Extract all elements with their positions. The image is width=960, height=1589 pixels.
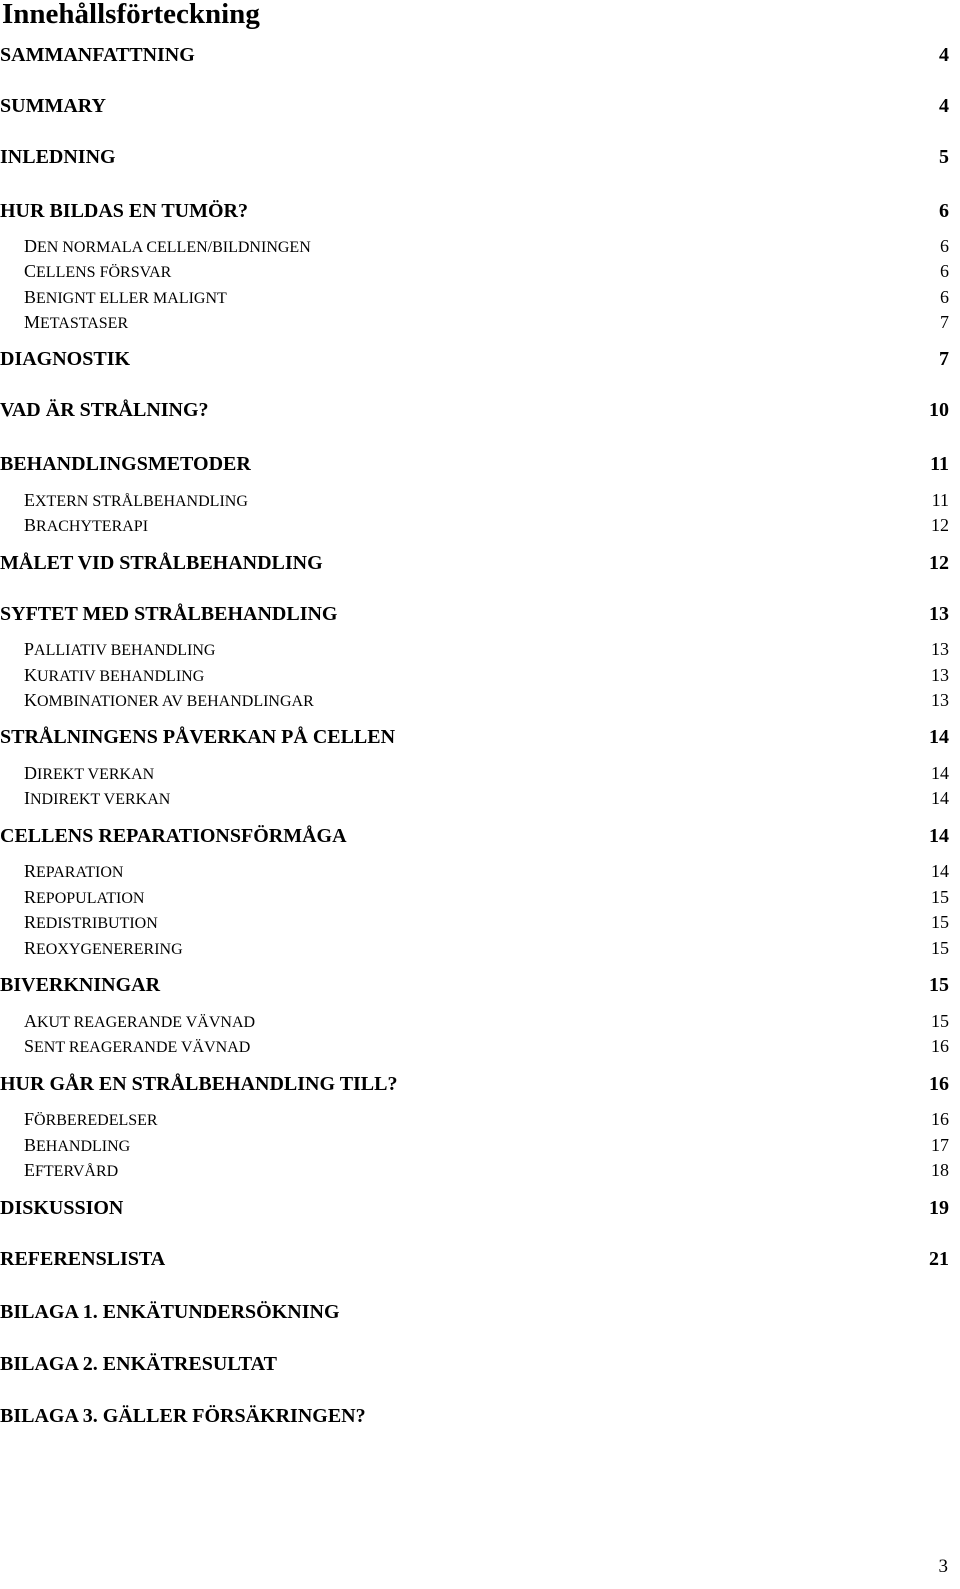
toc-entry-label-initial: P [24,639,35,659]
toc-entry-label[interactable]: BILAGA 3. GÄLLER FÖRSÄKRINGEN? [0,1405,366,1427]
toc-entry-page[interactable]: 6 [940,261,949,281]
toc-entry-label-initial: E [24,490,35,510]
toc-subentry[interactable] [24,1036,949,1060]
toc-entry-page[interactable]: 5 [939,146,949,168]
toc-entry-page[interactable]: 14 [929,726,949,748]
toc-entry-label[interactable] [24,639,215,660]
toc-entry-label[interactable] [24,912,158,933]
toc-entry-page[interactable]: 17 [931,1135,949,1155]
toc-entry[interactable] [0,200,949,224]
toc-entry-page[interactable]: 12 [931,515,949,535]
toc-entry[interactable] [0,1248,949,1272]
toc-entry-label[interactable]: SUMMARY [0,95,106,117]
toc-entry-label[interactable] [24,1011,255,1032]
toc-entry-label-rest: ÖRBEREDELSER [34,1112,158,1129]
toc-entry-label-rest: ELLENS FÖRSVAR [36,264,172,281]
toc-entry-page[interactable]: 13 [931,665,949,685]
toc-entry-label[interactable] [24,490,248,511]
toc-entry-label[interactable] [24,1036,250,1057]
toc-subentry[interactable] [24,1109,949,1133]
toc-entry-label-initial: S [24,1036,35,1056]
toc-entry-page[interactable]: 13 [931,690,949,710]
toc-entry[interactable] [0,974,949,998]
toc-entry-label[interactable]: DISKUSSION [0,1197,124,1219]
toc-entry-page[interactable]: 16 [931,1036,949,1056]
toc-entry-label-rest: XTERN STRÅLBEHANDLING [35,493,248,510]
toc-entry-page[interactable]: 18 [931,1160,949,1180]
toc-entry-label[interactable] [24,515,148,536]
toc-entry[interactable] [0,1405,949,1429]
toc-entry-page[interactable]: 16 [929,1073,949,1095]
toc-entry-label[interactable] [24,861,123,882]
toc-entry[interactable] [0,603,949,627]
toc-entry-label[interactable] [24,690,314,711]
toc-subentry[interactable] [24,1011,949,1035]
toc-entry-label-rest: FTERVÅRD [35,1163,119,1180]
toc-subentry[interactable] [24,763,949,787]
toc-entry-page[interactable]: 15 [929,974,949,996]
toc-entry-page[interactable]: 11 [931,490,949,510]
toc-entry-label-rest: ENT REAGERANDE VÄVNAD [34,1039,251,1056]
toc-entry-page[interactable]: 4 [939,44,949,66]
toc-entry-page[interactable]: 15 [931,1011,949,1031]
toc-entry-page[interactable]: 16 [931,1109,949,1129]
toc-entry-page[interactable]: 19 [929,1197,949,1219]
toc-entry[interactable] [0,1197,949,1221]
toc-entry-label[interactable]: MÅLET VID STRÅLBEHANDLING [0,552,323,574]
toc-entry-label[interactable]: REFERENSLISTA [0,1248,166,1270]
toc-subentry[interactable] [24,312,949,336]
toc-entry-label-initial: A [24,1011,37,1031]
toc-entry[interactable] [0,348,949,372]
toc-entry-label[interactable]: BEHANDLINGSMETODER [0,453,251,475]
toc-entry-label[interactable]: DIAGNOSTIK [0,348,131,370]
toc-entry-page[interactable]: 15 [931,887,949,907]
toc-entry-label-initial: C [24,261,37,281]
toc-subentry[interactable] [24,788,949,812]
toc-entry-label-initial: M [24,312,41,332]
toc-entry-label-initial: K [24,665,37,685]
toc-entry-label[interactable] [24,788,170,809]
toc-entry[interactable] [0,1073,949,1097]
toc-entry-label[interactable]: BILAGA 1. ENKÄTUNDERSÖKNING [0,1301,340,1323]
toc-entry[interactable] [0,1353,949,1377]
toc-entry-page[interactable]: 12 [929,552,949,574]
toc-entry[interactable] [0,146,949,170]
toc-entry-label-rest: KUT REAGERANDE VÄVNAD [37,1014,256,1031]
toc-entry-label-rest: EHANDLING [36,1138,131,1155]
toc-entry-label[interactable] [24,1135,130,1156]
toc-entry-label[interactable] [24,1160,118,1181]
toc-entry-page[interactable]: 7 [939,348,949,370]
toc-entry-label-rest: EN NORMALA CELLEN/BILDNINGEN [37,239,311,256]
toc-entry-label[interactable] [24,312,128,333]
toc-entry-label-initial: E [24,1160,35,1180]
toc-entry-label[interactable]: BILAGA 2. ENKÄTRESULTAT [0,1353,277,1375]
toc-entry[interactable] [0,552,949,576]
toc-subentry[interactable] [24,861,949,885]
toc-entry-label-rest: ETASTASER [40,315,129,332]
toc-entry-page[interactable]: 14 [931,763,949,783]
toc-entry-label-rest: RACHYTERAPI [36,518,149,535]
toc-entry-label-initial: R [24,861,37,881]
toc-entry-page[interactable]: 6 [940,236,949,256]
toc-entry[interactable] [0,95,949,119]
toc-entry[interactable] [0,726,949,750]
toc-entry-label[interactable]: CELLENS REPARATIONSFÖRMÅGA [0,825,347,847]
toc-subentry[interactable] [24,287,949,311]
toc-entry-page[interactable]: 13 [931,639,949,659]
toc-title: Innehållsförteckning [2,0,260,30]
toc-entry[interactable] [0,453,949,477]
toc-entry-page[interactable]: 10 [929,399,949,421]
toc-entry-label-rest: EDISTRIBUTION [36,915,158,932]
toc-entry-label[interactable]: INLEDNING [0,146,116,168]
toc-entry-label[interactable]: SYFTET MED STRÅLBEHANDLING [0,603,338,625]
toc-entry-label[interactable]: HUR BILDAS EN TUMÖR? [0,200,248,222]
toc-subentry[interactable] [24,690,949,714]
toc-entry-label-initial: R [24,887,37,907]
toc-entry[interactable] [0,1301,949,1325]
toc-subentry[interactable] [24,665,949,689]
toc-entry-label-rest: EPOPULATION [36,890,145,907]
toc-entry-label[interactable] [24,261,171,282]
toc-entry-label[interactable]: BIVERKNINGAR [0,974,161,996]
toc-entry-label[interactable] [24,236,311,257]
toc-entry-label[interactable] [24,938,183,959]
toc-subentry[interactable] [24,639,949,663]
toc-entry-page[interactable]: 14 [931,861,949,881]
toc-entry-label-rest: EOXYGENERERING [36,941,183,958]
toc-entry-label-initial: D [24,236,37,256]
toc-entry-page[interactable]: 13 [929,603,949,625]
page-number: 3 [938,1556,948,1577]
toc-entry-label-rest: NDIREKT VERKAN [30,791,171,808]
toc-subentry[interactable] [24,236,949,260]
toc-entry-page[interactable]: 14 [929,825,949,847]
toc-entry-label[interactable]: SAMMANFATTNING [0,44,195,66]
toc-entry-label-initial: I [24,788,30,808]
toc-entry-label-rest: EPARATION [36,864,124,881]
toc-subentry[interactable] [24,912,949,936]
toc-entry-label-initial: B [24,287,37,307]
toc-entry-page[interactable]: 6 [939,200,949,222]
toc-subentry[interactable] [24,515,949,539]
toc-entry-page[interactable]: 4 [939,95,949,117]
toc-entry-label-initial: K [24,690,37,710]
toc-subentry[interactable] [24,887,949,911]
toc-entry-label-initial: B [24,1135,37,1155]
toc-entry[interactable] [0,399,949,423]
toc-entry-label[interactable] [24,665,204,686]
toc-entry-label-rest: ENIGNT ELLER MALIGNT [36,290,227,307]
toc-entry-page[interactable]: 15 [931,912,949,932]
toc-entry-label[interactable] [24,287,227,308]
toc-entry-page[interactable]: 14 [931,788,949,808]
toc-entry-page[interactable]: 11 [930,453,949,475]
toc-subentry[interactable] [24,938,949,962]
toc-entry-label[interactable] [24,763,154,784]
toc-entry-page[interactable]: 15 [931,938,949,958]
toc-entry-label[interactable]: STRÅLNINGENS PÅVERKAN PÅ CELLEN [0,726,396,748]
toc-entry-label-initial: F [24,1109,35,1129]
toc-entry-label-initial: R [24,938,37,958]
toc-entry-label-rest: IREKT VERKAN [37,766,155,783]
toc-entry[interactable] [0,44,949,68]
toc-entry[interactable] [0,825,949,849]
toc-entry-label[interactable]: HUR GÅR EN STRÅLBEHANDLING TILL? [0,1073,398,1095]
toc-subentry[interactable] [24,1135,949,1159]
toc-entry-page[interactable]: 21 [929,1248,949,1270]
toc-entry-label[interactable] [24,887,144,908]
toc-subentry[interactable] [24,490,949,514]
toc-entry-label[interactable]: VAD ÄR STRÅLNING? [0,399,209,421]
toc-entry-label-rest: OMBINATIONER AV BEHANDLINGAR [37,693,314,710]
toc-entry-label-initial: R [24,912,37,932]
toc-entry-page[interactable]: 6 [940,287,949,307]
toc-entry-label[interactable] [24,1109,158,1130]
toc-subentry[interactable] [24,1160,949,1184]
toc-subentry[interactable] [24,261,949,285]
toc-entry-label-rest: URATIV BEHANDLING [37,668,205,685]
toc-entry-page[interactable]: 7 [940,312,949,332]
toc-entry-label-initial: D [24,763,37,783]
toc-entry-label-initial: B [24,515,37,535]
toc-entry-label-rest: ALLIATIV BEHANDLING [34,642,216,659]
